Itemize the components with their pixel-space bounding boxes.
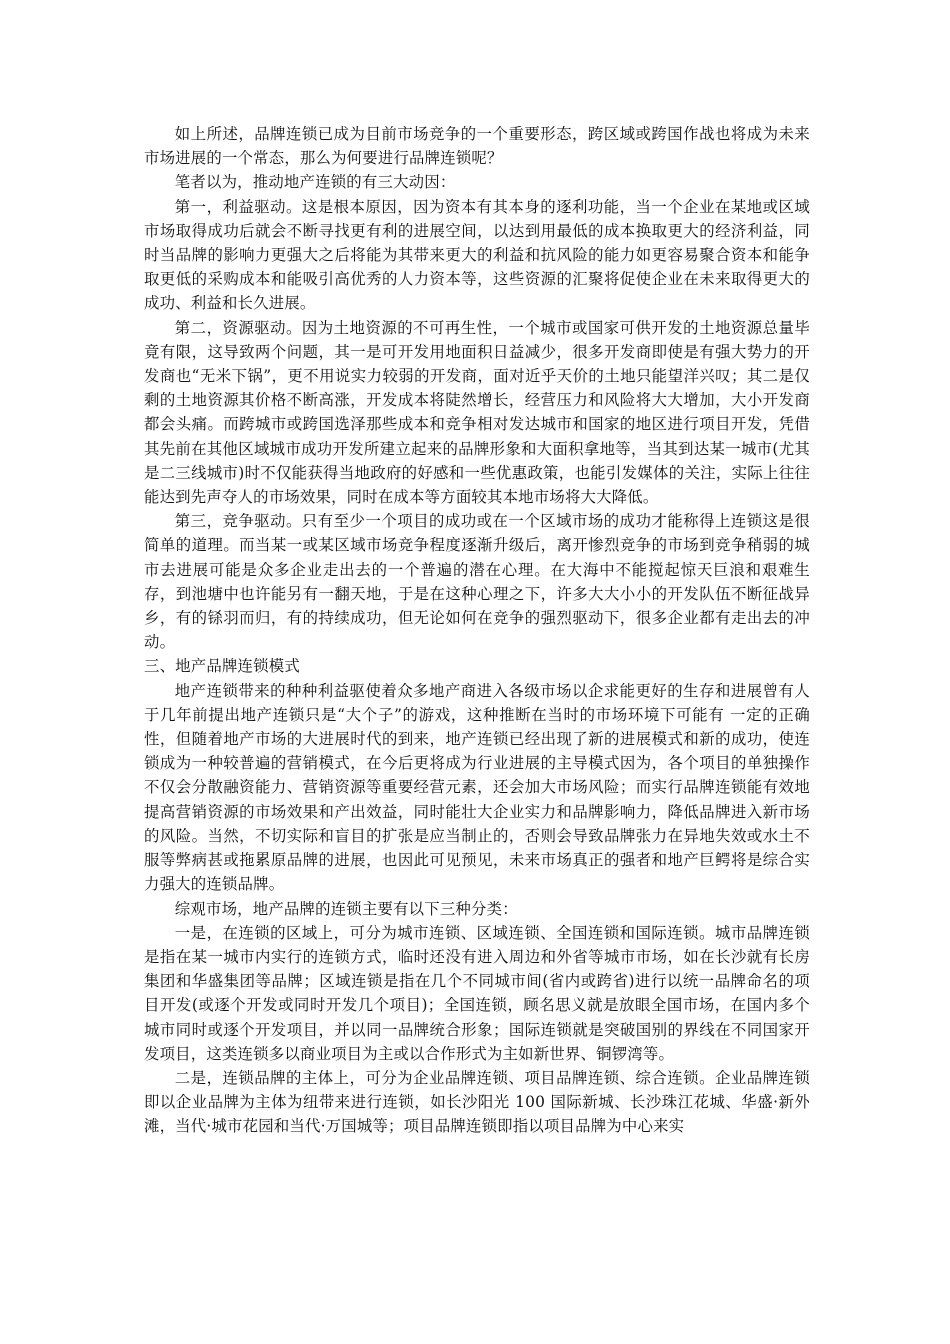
document-body [144,122,810,1139]
paragraph-brand-subject-classification: 二是，连锁品牌的主体上，可分为企业品牌连锁、项目品牌连锁、综合连锁。企业品牌连锁即以企业品牌为主体为纽带来进行连锁，如长沙阳光 100 国际新城、长沙珠江花城、华盛·新外滩，当代·城市花园和当代·万国城等；项目品牌连锁即指以项目品牌为中心来实 [144,1068,810,1136]
paragraph-resource-driver: 第二，资源驱动。因为土地资源的不可再生性，一个城市或国家可供开发的土地资源总量毕竟有限，这导致两个问题，其一是可开发用地面积日益减少，很多开发商即使是有强大势力的开发商也“无米下锅”，更不用说实力较弱的开发商，面对近乎天价的土地只能望洋兴叹；其二是仅剩的土地资源其价格不断高涨，开发成本将陡然增长，经营压力和风险将大大增加，大小开发商都会头痛。而跨城市或跨国选泽那些成本和竞争相对发达城市和国家的地区进行项目开发，凭借其先前在其他区域城市成功开发所建立起来的品牌形象和大面积拿地等，当其到达某一城市(尤其是二三线城市)时不仅能获得当地政府的好感和一些优惠政策，也能引发媒体的关注，实际上往往能达到先声夺人的市场效果，同时在成本等方面较其本地市场将大大降低。 [144,318,810,507]
paragraph-drivers-intro: 笔者以为，推动地产连锁的有三大动因： [174,173,456,192]
paragraph-chain-benefits: 地产连锁带来的种种利益驱使着众多地产商进入各级市场以企求能更好的生存和进展曾有人于几年前提出地产连锁只是“大个子”的游戏，这种推断在当时的市场环境下可能有 一定的正确性，但随着地产市场的大进展时代的到来，地产连锁已经出现了新的进展模式和新的成功，使连锁成为一种较普遍的营销模式，在今后更将成为行业进展的主导模式因为，各个项目的单独操作不仅会分散融资能力、营销资源等重要经营元素，还会加大市场风险；而实行品牌连锁能有效地提高营销资源的市场效果和产出效益，同时能壮大企业实力和品牌影响力，降低品牌进入新市场的风险。当然，不切实际和盲目的扩张是应当制止的，否则会导致品牌张力在异地失效或水土不服等弊病甚或拖累原品牌的进展，也因此可见预见，未来市场真正的强者和地产巨鳄将是综合实力强大的连锁品牌。 [144,681,810,894]
paragraph-profit-driver: 第一，利益驱动。这是根本原因，因为资本有其本身的逐利功能，当一个企业在某地或区域市场取得成功后就会不断寻找更有利的进展空间，以达到用最低的成本换取更大的经济利益，同时当品牌的影响力更强大之后将能为其带来更大的利益和抗风险的能力如更容易聚合资本和能争取更低的采购成本和能吸引高优秀的人力资本等，这些资源的汇聚将促使企业在未来取得更大的成功、利益和长久进展。 [144,197,810,313]
paragraph-regional-classification: 一是，在连锁的区域上，可分为城市连锁、区域连锁、全国连锁和国际连锁。城市品牌连锁是指在某一城市内实行的连锁方式，临时还没有进入周边和外省等城市市场，如在长沙就有长房集团和华盛集团等品牌；区域连锁是指在几个不同城市间(省内或跨省)进行以统一品牌命名的项目开发(或逐个开发或同时开发几个项目)；全国连锁，顾名思义就是放眼全国市场，在国内多个城市同时或逐个开发项目，并以同一品牌统合形象；国际连锁就是突破国别的界线在不同国家开发项目，这类连锁多以商业项目为主或以合作形式为主如新世界、铜锣湾等。 [144,923,810,1063]
section-heading-chain-models: 三、地产品牌连锁模式 [144,657,300,676]
paragraph-classification-intro: 综观市场，地产品牌的连锁主要有以下三种分类： [174,899,518,918]
paragraph-intro: 如上所述，品牌连锁已成为目前市场竞争的一个重要形态，跨区域或跨国作战也将成为未来市场进展的一个常态，那么为何要进行品牌连锁呢？ [144,125,810,168]
paragraph-competition-driver: 第三，竞争驱动。只有至少一个项目的成功或在一个区域市场的成功才能称得上连锁这是很简单的道理。而当某一或某区域市场竞争程度逐渐升级后，离开惨烈竞争的市场到竞争稍弱的城市去进展可能是众多企业走出去的一个普遍的潜在心理。在大海中不能搅起惊天巨浪和艰难生存，到池塘中也许能另有一翻天地，于是在这种心理之下，许多大大小小的开发队伍不断征战异乡，有的铩羽而归，有的持续成功，但无论如何在竞争的强烈驱动下，很多企业都有走出去的冲动。 [144,512,810,652]
